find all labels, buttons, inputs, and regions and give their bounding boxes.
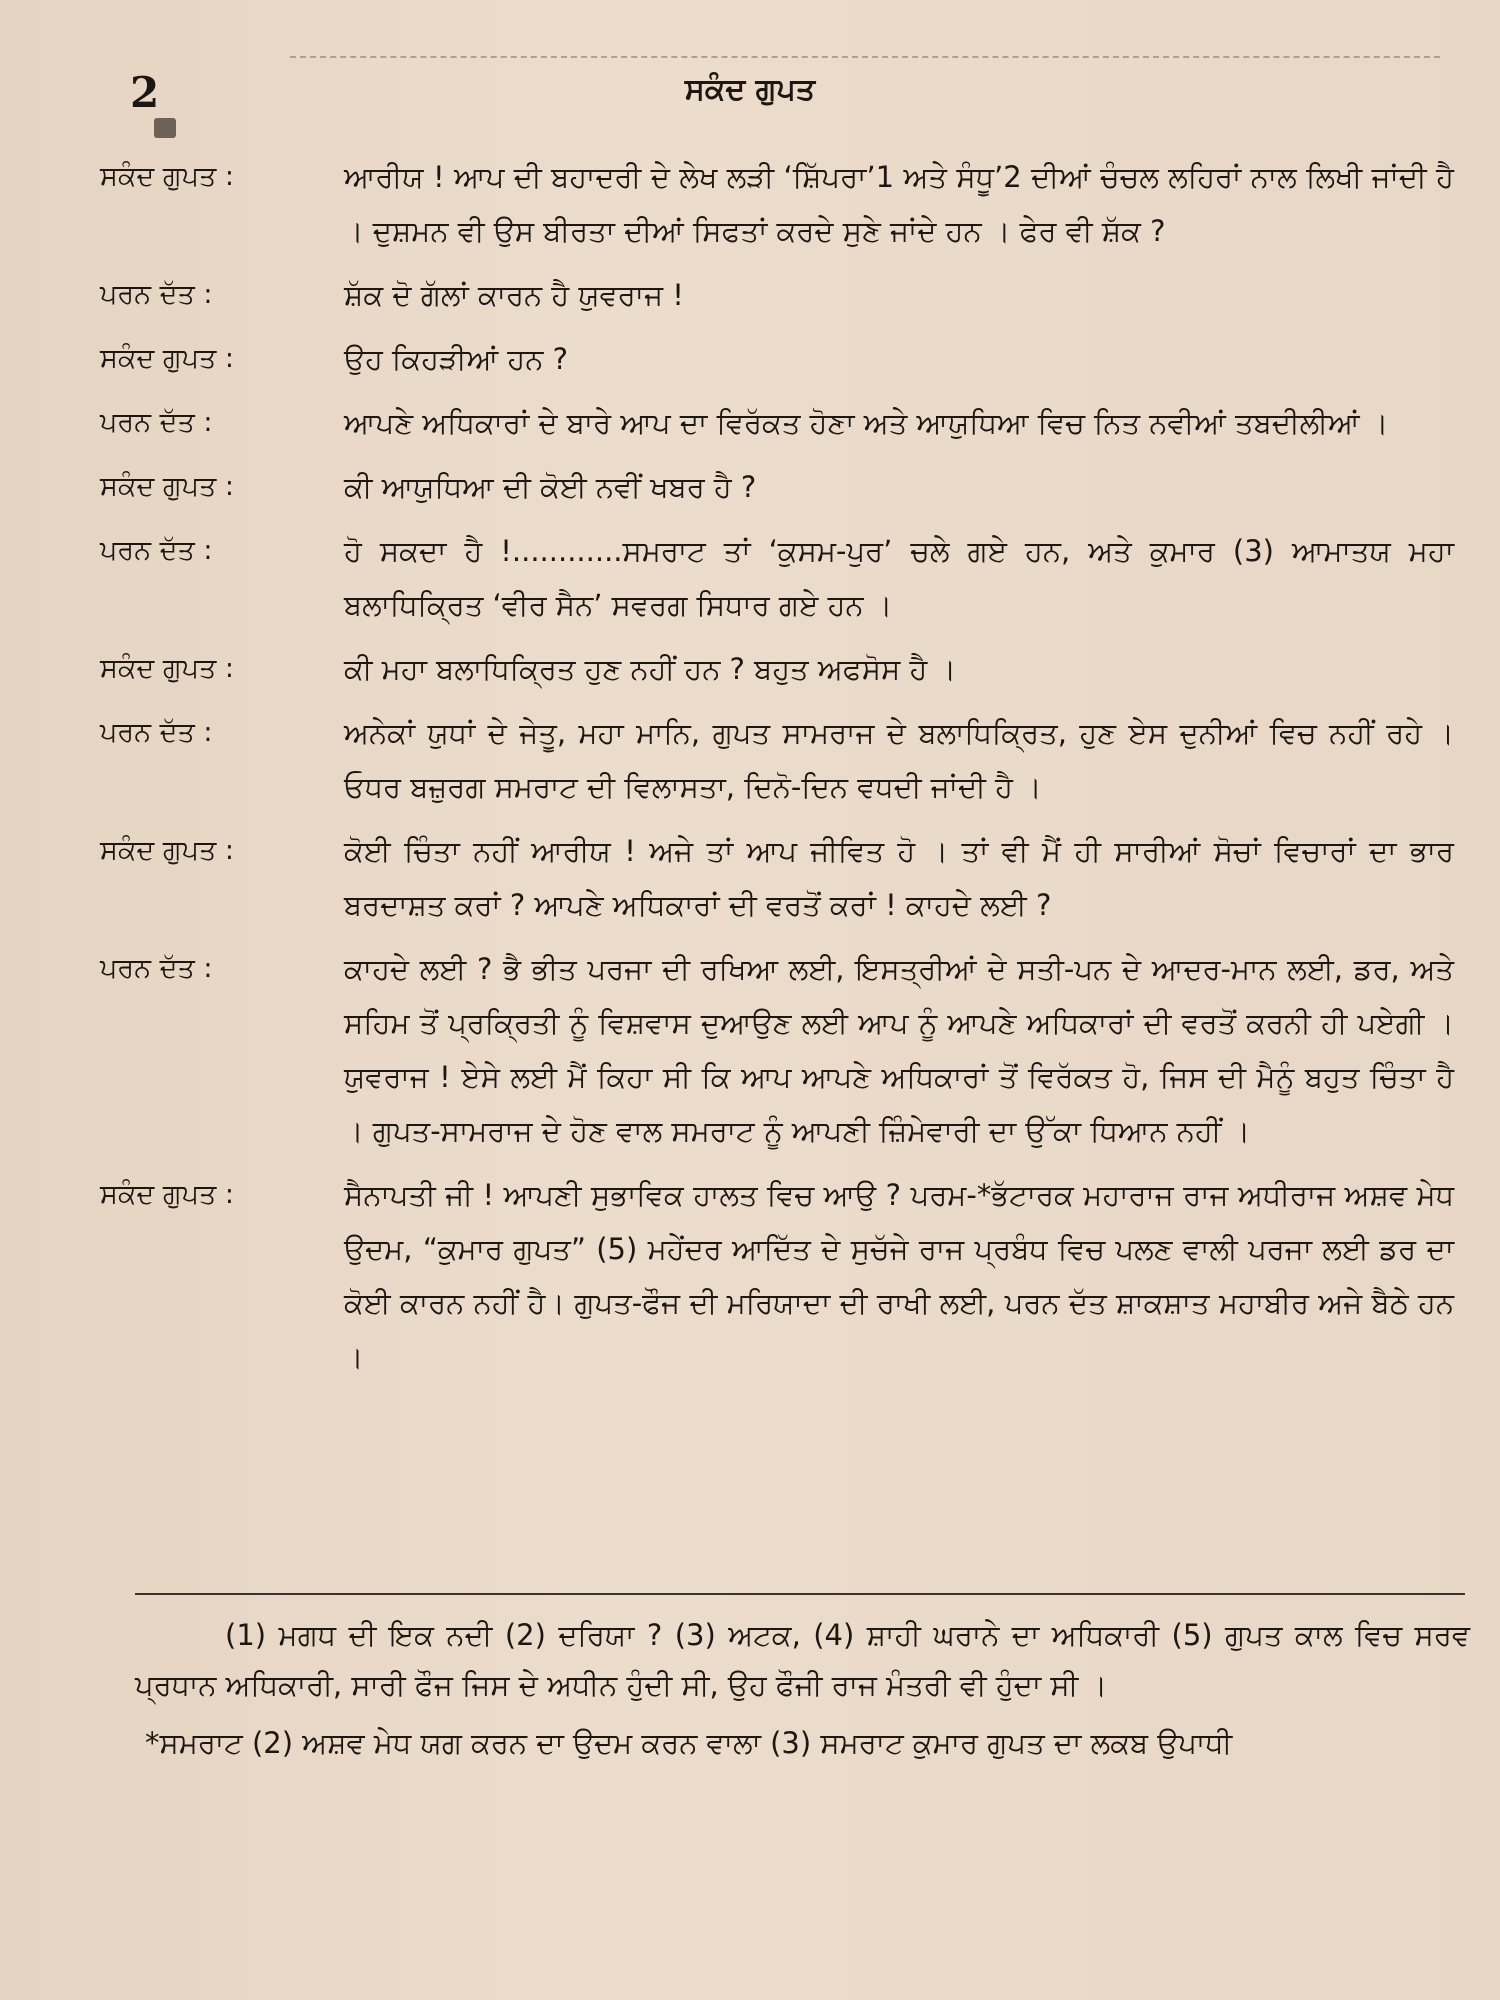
dialogue-turn (100, 942, 1455, 1158)
dialogue-turn (100, 524, 1455, 632)
speech-text: ਕਾਹਦੇ ਲਈ ? ਭੈ ਭੀਤ ਪਰਜਾ ਦੀ ਰਖਿਆ ਲਈ, ਇਸਤ੍ਰੀਆਂ ਦੇ ਸਤੀ-ਪਨ ਦੇ ਆਦਰ-ਮਾਨ ਲਈ, ਡਰ, ਅਤੇ ਸਹਿਮ ਤੋਂ ਪ੍ਰਕ੍ਰਿਤੀ ਨੂੰ ਵਿਸ਼ਵਾਸ ਦੁਆਉਣ ਲਈ ਆਪ ਨੂੰ ਆਪਣੇ ਅਧਿਕਾਰਾਂ ਦੀ ਵਰਤੋਂ ਕਰਨੀ ਹੀ ਪਏਗੀ । ਯੁਵਰਾਜ ! ਏਸੇ ਲਈ ਮੈਂ ਕਿਹਾ ਸੀ ਕਿ ਆਪ ਆਪਣੇ ਅਧਿਕਾਰਾਂ ਤੋਂ ਵਿਰੱਕਤ ਹੋ, ਜਿਸ ਦੀ ਮੈਨੂੰ ਬਹੁਤ ਚਿੰਤਾ ਹੈ । ਗੁਪਤ-ਸਾਮਰਾਜ ਦੇ ਹੋਣ ਵਾਲ ਸਮਰਾਟ ਨੂੰ ਆਪਣੀ ਜ਼ਿੰਮੇਵਾਰੀ ਦਾ ਉੱਕਾ ਧਿਆਨ ਨਹੀਂ । (344, 952, 1454, 1148)
dialogue-turn (100, 268, 1455, 322)
ink-smudge (154, 118, 176, 138)
speaker-name: ਸਕੰਦ ਗੁਪਤ : (100, 161, 235, 192)
speech-text: ਉਹ ਕਿਹੜੀਆਂ ਹਨ ? (344, 342, 568, 376)
dialogue (100, 150, 1455, 1394)
speech-text: ਅਨੇਕਾਂ ਯੁਧਾਂ ਦੇ ਜੇਤੂ, ਮਹਾ ਮਾਨਿ, ਗੁਪਤ ਸਾਮਰਾਜ ਦੇ ਬਲਾਧਿਕ੍ਰਿਤ, ਹੁਣ ਏਸ ਦੁਨੀਆਂ ਵਿਚ ਨਹੀਂ ਰਹੇ । ਓਧਰ ਬਜ਼ੁਰਗ ਸਮਰਾਟ ਦੀ ਵਿਲਾਸਤਾ, ਦਿਨੋ-ਦਿਨ ਵਧਦੀ ਜਾਂਦੀ ਹੈ । (344, 716, 1454, 804)
speaker-name: ਸਕੰਦ ਗੁਪਤ : (100, 471, 235, 502)
dialogue-turn (100, 824, 1455, 932)
speech-text: ਸ਼ੱਕ ਦੋ ਗੱਲਾਂ ਕਾਰਨ ਹੈ ਯੁਵਰਾਜ ! (344, 278, 684, 312)
footnote-second: *ਸਮਰਾਟ (2) ਅਸ਼ਵ ਮੇਧ ਯਗ ਕਰਨ ਦਾ ਉਦਮ ਕਰਨ ਵਾਲਾ (3) ਸਮਰਾਟ ਕੁਮਾਰ ਗੁਪਤ ਦਾ ਲਕਬ ਉਪਾਧੀ (145, 1726, 1233, 1760)
dialogue-turn (100, 1168, 1455, 1384)
speech-text: ਆਪਣੇ ਅਧਿਕਾਰਾਂ ਦੇ ਬਾਰੇ ਆਪ ਦਾ ਵਿਰੱਕਤ ਹੋਣਾ ਅਤੇ ਆਯੁਧਿਆ ਵਿਚ ਨਿਤ ਨਵੀਆਂ ਤਬਦੀਲੀਆਂ । (344, 406, 1389, 440)
speaker-name: ਪਰਨ ਦੱਤ : (100, 953, 213, 984)
speaker-name: ਸਕੰਦ ਗੁਪਤ : (100, 1179, 235, 1210)
speaker-name: ਪਰਨ ਦੱਤ : (100, 535, 213, 566)
speech-text: ਕੀ ਮਹਾ ਬਲਾਧਿਕ੍ਰਿਤ ਹੁਣ ਨਹੀਂ ਹਨ ? ਬਹੁਤ ਅਫਸੋਸ ਹੈ । (344, 652, 957, 686)
footnotes (135, 1610, 1470, 1768)
dialogue-turn (100, 150, 1455, 258)
dialogue-turn (100, 460, 1455, 514)
speaker-name: ਸਕੰਦ ਗੁਪਤ : (100, 653, 235, 684)
dialogue-turn (100, 332, 1455, 386)
running-title: ਸਕੰਦ ਗੁਪਤ (684, 72, 816, 107)
speaker-name: ਪਰਨ ਦੱਤ : (100, 717, 213, 748)
dialogue-turn (100, 396, 1455, 450)
footnote-main: (1) ਮਗਧ ਦੀ ਇਕ ਨਦੀ (2) ਦਰਿਯਾ ? (3) ਅਟਕ, (4) ਸ਼ਾਹੀ ਘਰਾਨੇ ਦਾ ਅਧਿਕਾਰੀ (5) ਗੁਪਤ ਕਾਲ ਵਿਚ ਸਰਵ ਪ੍ਰਧਾਨ ਅਧਿਕਾਰੀ, ਸਾਰੀ ਫੌਜ ਜਿਸ ਦੇ ਅਧੀਨ ਹੁੰਦੀ ਸੀ, ਉਹ ਫੌਜੀ ਰਾਜ ਮੰਤਰੀ ਵੀ ਹੁੰਦਾ ਸੀ । (135, 1618, 1470, 1702)
speaker-name: ਪਰਨ ਦੱਤ : (100, 279, 213, 310)
speech-text: ਕੋਈ ਚਿੰਤਾ ਨਹੀਂ ਆਰੀਯ ! ਅਜੇ ਤਾਂ ਆਪ ਜੀਵਿਤ ਹੋ । ਤਾਂ ਵੀ ਮੈਂ ਹੀ ਸਾਰੀਆਂ ਸੋਚਾਂ ਵਿਚਾਰਾਂ ਦਾ ਭਾਰ ਬਰਦਾਸ਼ਤ ਕਰਾਂ ? ਆਪਣੇ ਅਧਿਕਾਰਾਂ ਦੀ ਵਰਤੋਂ ਕਰਾਂ ! ਕਾਹਦੇ ਲਈ ? (344, 834, 1454, 922)
dialogue-turn (100, 642, 1455, 696)
speech-text: ਸੈਨਾਪਤੀ ਜੀ ! ਆਪਣੀ ਸੁਭਾਵਿਕ ਹਾਲਤ ਵਿਚ ਆਉ ? ਪਰਮ-*ਭੱਟਾਰਕ ਮਹਾਰਾਜ ਰਾਜ ਅਧੀਰਾਜ ਅਸ਼ਵ ਮੇਧ ਉਦਮ, “ਕੁਮਾਰ ਗੁਪਤ” (5) ਮਹੇਂਦਰ ਆਦਿੱਤ ਦੇ ਸੁਚੱਜੇ ਰਾਜ ਪ੍ਰਬੰਧ ਵਿਚ ਪਲਣ ਵਾਲੀ ਪਰਜਾ ਲਈ ਡਰ ਦਾ ਕੋਈ ਕਾਰਨ ਨਹੀਂ ਹੈ। ਗੁਪਤ-ਫੌਜ ਦੀ ਮਰਿਯਾਦਾ ਦੀ ਰਾਖੀ ਲਈ, ਪਰਨ ਦੱਤ ਸ਼ਾਕਸ਼ਾਤ ਮਹਾਬੀਰ ਅਜੇ ਬੈਠੇ ਹਨ । (344, 1178, 1454, 1374)
speaker-name: ਪਰਨ ਦੱਤ : (100, 407, 213, 438)
speaker-name: ਸਕੰਦ ਗੁਪਤ : (100, 343, 235, 374)
top-rule (290, 56, 1440, 58)
page-number: 2 (130, 68, 160, 117)
footnote-divider (135, 1593, 1465, 1595)
dialogue-turn (100, 706, 1455, 814)
speaker-name: ਸਕੰਦ ਗੁਪਤ : (100, 835, 235, 866)
speech-text: ਹੋ ਸਕਦਾ ਹੈ !............ਸਮਰਾਟ ਤਾਂ ‘ਕੁਸਮ-ਪੁਰ’ ਚਲੇ ਗਏ ਹਨ, ਅਤੇ ਕੁਮਾਰ (3) ਆਮਾਤਯ ਮਹਾ ਬਲਾਧਿਕ੍ਰਿਤ ‘ਵੀਰ ਸੈਨ’ ਸਵਰਗ ਸਿਧਾਰ ਗਏ ਹਨ । (344, 534, 1454, 622)
speech-text: ਆਰੀਯ ! ਆਪ ਦੀ ਬਹਾਦਰੀ ਦੇ ਲੇਖ ਲੜੀ ‘ਸ਼ਿੱਪਰਾ’1 ਅਤੇ ਸੰਧੂ’2 ਦੀਆਂ ਚੰਚਲ ਲਹਿਰਾਂ ਨਾਲ ਲਿਖੀ ਜਾਂਦੀ ਹੈ । ਦੁਸ਼ਮਨ ਵੀ ਉਸ ਬੀਰਤਾ ਦੀਆਂ ਸਿਫਤਾਂ ਕਰਦੇ ਸੁਣੇ ਜਾਂਦੇ ਹਨ । ਫੇਰ ਵੀ ਸ਼ੱਕ ? (344, 160, 1454, 248)
speech-text: ਕੀ ਆਯੁਧਿਆ ਦੀ ਕੋਈ ਨਵੀਂ ਖਬਰ ਹੈ ? (344, 470, 757, 504)
